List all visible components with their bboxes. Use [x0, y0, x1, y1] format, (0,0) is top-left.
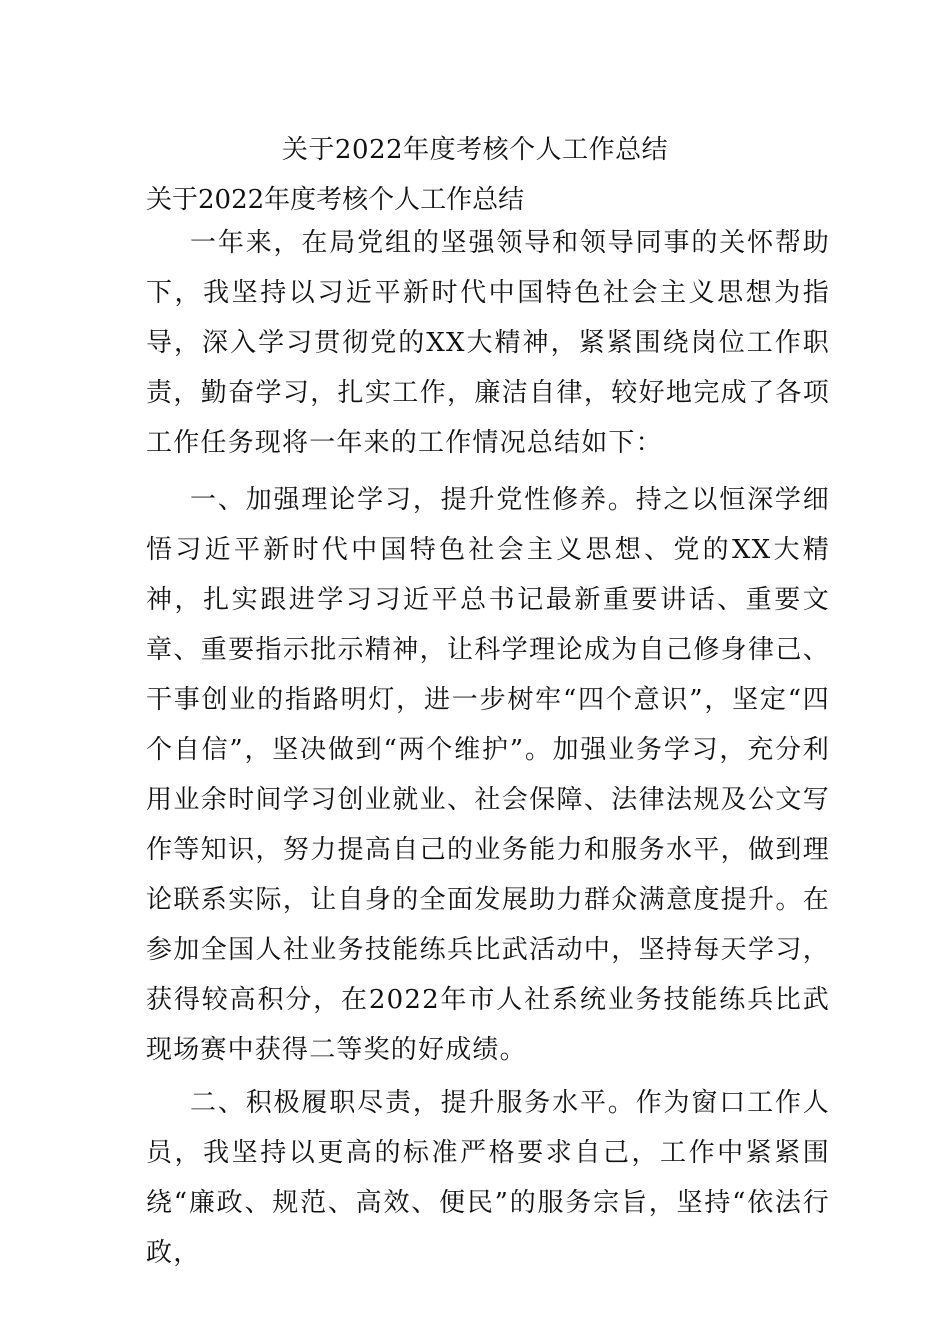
paragraph-intro: 一年来，在局党组的坚强领导和领导同事的关怀帮助下，我坚持以习近平新时代中国特色社会主义思想为指导，深入学习贯彻党的XX大精神，紧紧围绕岗位工作职责，勤奋学习，扎实工作，廉洁自律，较好地完成了各项工作任务现将一年来的工作情况总结如下：: [146, 228, 830, 458]
paragraph-duty-service: 二、积极履职尽责，提升服务水平。作为窗口工作人员，我坚持以更高的标准严格要求自己，工作中紧紧围绕“廉政、规范、高效、便民”的服务宗旨，坚持“依法行政，: [146, 1088, 830, 1268]
paragraph-theory-study: 一、加强理论学习，提升党性修养。持之以恒深学细悟习近平新时代中国特色社会主义思想、党的XX大精神，扎实跟进学习习近平总书记最新重要讲话、重要文章、重要指示批示精神，让科学理论成为自己修身律己、干事创业的指路明灯，进一步树牢“四个意识”，坚定“四个自信”，坚决做到“两个维护”。加强业务学习，充分利用业余时间学习创业就业、社会保障、法律法规及公文写作等知识，努力提高自己的业务能力和服务水平，做到理论联系实际，让自身的全面发展助力群众满意度提升。在参加全国人社业务技能练兵比武活动中，坚持每天学习，获得较高积分，在2022年市人社系统业务技能练兵比武现场赛中获得二等奖的好成绩。: [146, 485, 830, 1065]
document-title: 关于2022年度考核个人工作总结: [281, 135, 669, 165]
document-subtitle: 关于2022年度考核个人工作总结: [146, 185, 525, 215]
